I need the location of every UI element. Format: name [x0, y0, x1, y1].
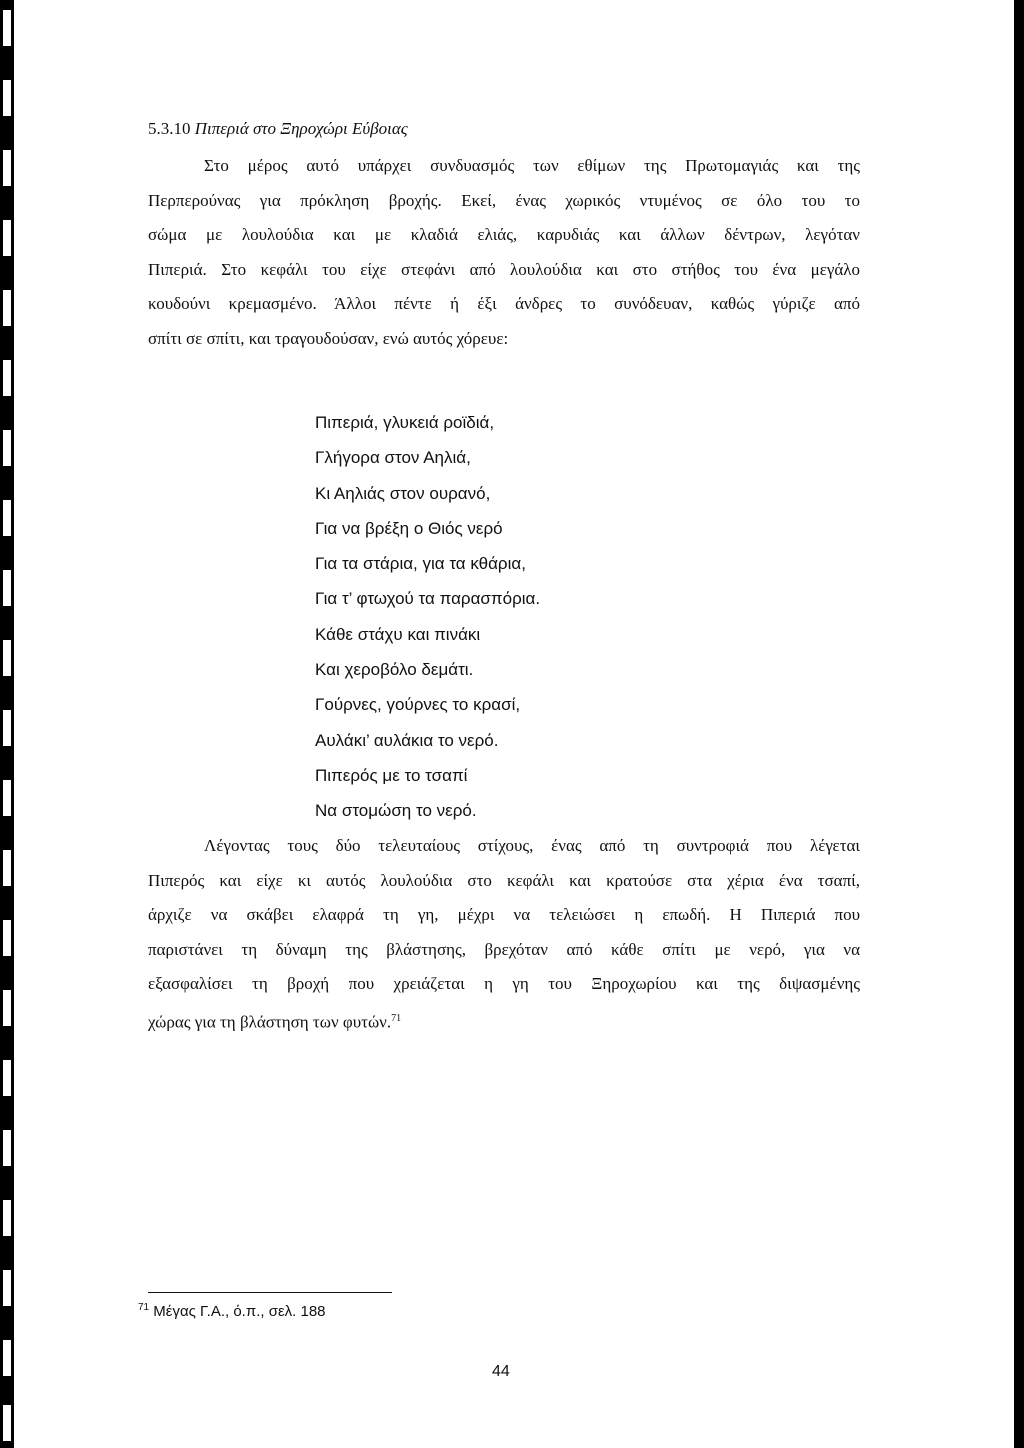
scan-border-hole [3, 1200, 11, 1236]
paragraph-line: Περπερούνας για πρόκληση βροχής. Εκεί, ένας χωρικός ντυμένος σε όλο του το [148, 190, 860, 210]
scan-border-hole [3, 360, 11, 396]
poem-verse: Πιπερός με το τσαπί [315, 765, 468, 785]
section-title: Πιπεριά στο Ξηροχώρι Εύβοιας [194, 119, 408, 138]
scan-border-hole [3, 10, 11, 46]
scan-border-hole [3, 500, 11, 536]
poem-verse: Κι Αηλιάς στον ουρανό, [315, 483, 491, 503]
scan-border-hole [3, 570, 11, 606]
paragraph-line: Στο μέρος αυτό υπάρχει συνδυασμός των εθίμων της Πρωτομαγιάς και της [204, 156, 860, 175]
scan-border-hole [3, 780, 11, 816]
paragraph-line: Πιπεριά. Στο κεφάλι του είχε στεφάνι από λουλούδια και στο στήθος του ένα μεγάλο [148, 259, 860, 279]
scan-border-hole [3, 850, 11, 886]
scan-border-hole [3, 1405, 11, 1441]
poem-verse: Αυλάκι’ αυλάκια το νερό. [315, 730, 499, 750]
paragraph-line: κουδούνι κρεμασμένο. Άλλοι πέντε ή έξι άνδρες το συνόδευαν, καθώς γύριζε από [148, 294, 860, 314]
paragraph-line: Πιπερός και είχε κι αυτός λουλούδια στο κεφάλι και κρατούσε στα χέρια ένα τσαπί, [148, 870, 860, 890]
footnote-reference[interactable]: 71 [391, 1012, 402, 1024]
section-number: 5.3.10 [148, 119, 191, 138]
poem-verse: Για τ’ φτωχού τα παρασπόρια. [315, 589, 541, 609]
scan-border-hole [3, 220, 11, 256]
page-number: 44 [492, 1363, 510, 1380]
scan-border-hole [3, 640, 11, 676]
poem-verse: Γούρνες, γούρνες το κρασί, [315, 695, 521, 715]
scan-border-left [0, 0, 14, 1448]
poem-verse: Για τα στάρια, για τα κθάρια, [315, 554, 526, 574]
scan-border-hole [3, 150, 11, 186]
section-heading [148, 119, 408, 139]
footnote-text: Μέγας Γ.Α., ό.π., σελ. 188 [153, 1303, 326, 1320]
scan-border-hole [3, 80, 11, 116]
paragraph-line: σπίτι σε σπίτι, και τραγουδούσαν, ενώ αυτός χόρευε: [148, 328, 509, 348]
paragraph-line: Λέγοντας τους δύο τελευταίους στίχους, ένας από τη συντροφιά που λέγεται [204, 836, 860, 855]
paragraph-line: άρχιζε να σκάβει ελαφρά τη γη, μέχρι να τελειώσει η επωδή. Η Πιπεριά που [148, 905, 860, 925]
scan-border-hole [3, 430, 11, 466]
footnote-divider [148, 1292, 392, 1293]
poem [315, 405, 540, 829]
poem-verse: Να στομώση το νερό. [315, 801, 477, 821]
scan-border-hole [3, 710, 11, 746]
footnote-marker: 71 [138, 1302, 150, 1313]
poem-verse: Πιπεριά, γλυκειά ροϊδιά, [315, 413, 495, 432]
scan-border-right [1014, 0, 1024, 1448]
scan-border-hole [3, 1270, 11, 1306]
poem-verse: Και χεροβόλο δεμάτι. [315, 660, 474, 680]
closing-paragraph [148, 829, 860, 1040]
scan-border-hole [3, 1130, 11, 1166]
scan-border-hole [3, 1340, 11, 1376]
paragraph-line-text: χώρας για τη βλάστηση των φυτών. [148, 1012, 392, 1032]
footnote [138, 1302, 326, 1320]
paragraph-line [148, 1002, 860, 1040]
paragraph-line: εξασφαλίσει τη βροχή που χρειάζεται η γη του Ξηροχωρίου και της διψασμένης [148, 974, 860, 994]
intro-paragraph [148, 149, 860, 357]
paragraph-line: παριστάνει τη δύναμη της βλάστησης, βρεχόταν από κάθε σπίτι με νερό, για να [148, 939, 860, 959]
poem-verse: Γλήγορα στον Αηλιά, [315, 448, 471, 468]
poem-verse: Για να βρέξη ο Θιός νερό [315, 518, 503, 538]
paragraph-line: σώμα με λουλούδια και με κλαδιά ελιάς, καρυδιάς και άλλων δέντρων, λεγόταν [148, 225, 860, 245]
scan-border-hole [3, 920, 11, 956]
scan-border-hole [3, 1060, 11, 1096]
scan-border-hole [3, 990, 11, 1026]
document-page [138, 0, 868, 1448]
scan-border-hole [3, 290, 11, 326]
poem-verse: Κάθε στάχυ και πινάκι [315, 624, 481, 644]
